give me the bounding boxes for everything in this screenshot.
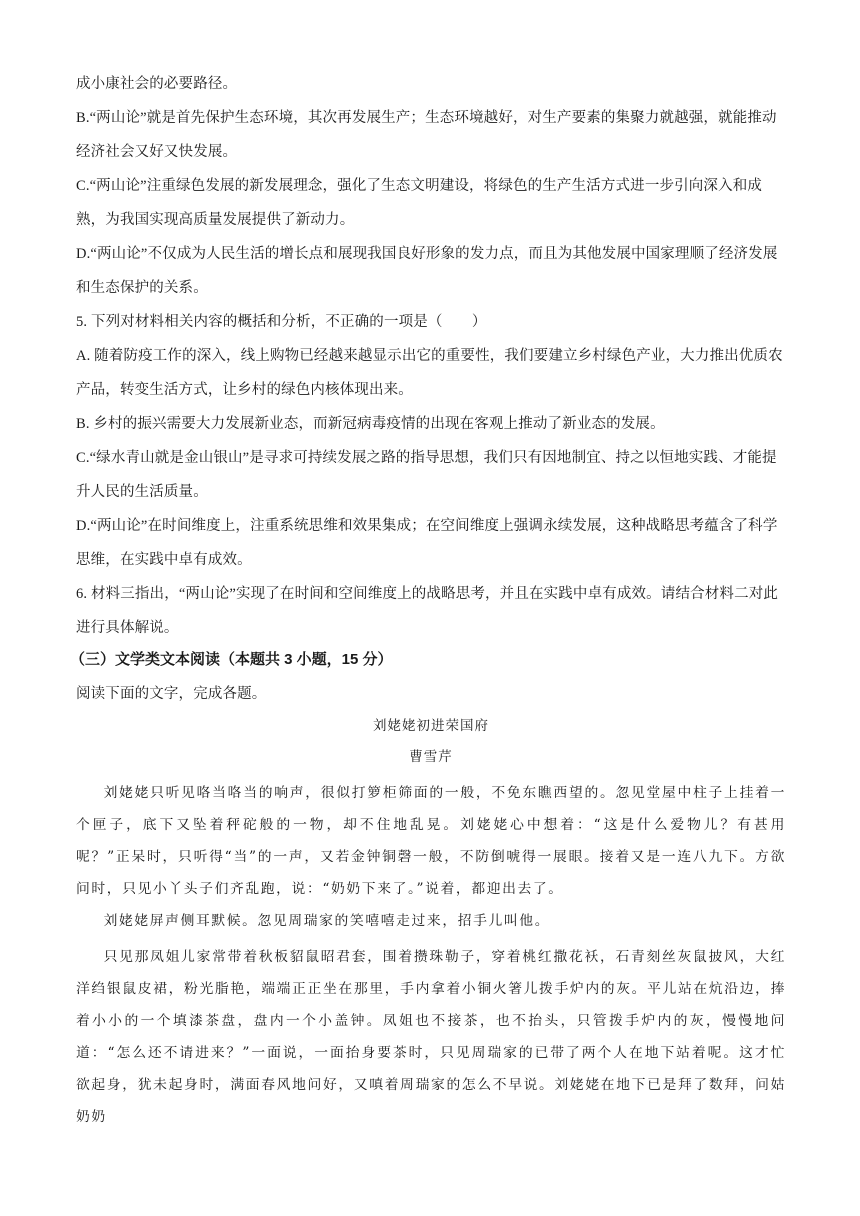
story-author: 曹雪芹 <box>409 749 453 765</box>
q5-option-a: A. 随着防疫工作的深入，线上购物已经越来越显示出它的重要性，我们要建立乡村绿色产业，大力推出优质农产品，转变生活方式，让乡村的绿色内核体现出来。 <box>76 348 783 398</box>
question-5: 5. 下列对材料相关内容的概括和分析，不正确的一项是（ ） <box>76 314 487 330</box>
q5-option-c: C.“绿水青山就是金山银山”是寻求可持续发展之路的指导思想，我们只有因地制宜、持之以恒地实践、才能提升人民的生活质量。 <box>76 450 777 500</box>
story-paragraph: 刘姥姥只听见咯当咯当的响声，很似打箩柜筛面的一般，不免东瞧西望的。忽见堂屋中柱子上挂着一个匣子，底下又坠着秤砣般的一物，却不住地乱晃。刘姥姥心中想着：“这是什么爱物儿？有甚用呢？”正呆时，只听得“当”的一声，又若金钟铜磬一般，不防倒唬得一展眼。接着又是一连八九下。方欲问时，只见小丫头子们齐乱跑，说：“奶奶下来了。”说着，都迎出去了。 <box>76 785 786 897</box>
q4-option-d: D.“两山论”不仅成为人民生活的增长点和展现我国良好形象的发力点，而且为其他发展中国家理顺了经济发展和生态保护的关系。 <box>76 246 778 296</box>
story-paragraph: 刘姥姥屏声侧耳默候。忽见周瑞家的笑嘻嘻走过来，招手儿叫他。 <box>103 913 551 929</box>
section-heading: （三）文学类文本阅读（本题共 3 小题，15 分） <box>70 651 393 668</box>
q4-option-c: C.“两山论”注重绿色发展的新发展理念，强化了生态文明建设，将绿色的生产生活方式进一步引向深入和成熟，为我国实现高质量发展提供了新动力。 <box>76 178 763 228</box>
q4-option-b: B.“两山论”就是首先保护生态环境，其次再发展生产；生态环境越好，对生产要素的集聚力就越强，就能推动经济社会又好又快发展。 <box>76 110 777 160</box>
story-paragraph: 只见那凤姐儿家常带着秋板貂鼠昭君套，围着攒珠勒子，穿着桃红撒花袄，石青刻丝灰鼠披风，大红洋绉银鼠皮裙，粉光脂艳，端端正正坐在那里，手内拿着小铜火箸儿拨手炉内的灰。平儿站在炕沿边，捧着小小的一个填漆茶盘，盘内一个小盖钟。凤姐也不接茶，也不抬头，只管拨手炉内的灰，慢慢地问道：“怎么还不请进来？”一面说，一面抬身要茶时，只见周瑞家的已带了两个人在地下站着呢。这才忙欲起身，犹未起身时，满面春风地问好，又嗔着周瑞家的怎么不早说。刘姥姥在地下已是拜了数拜，问姑奶奶 <box>76 949 786 1125</box>
reading-instruction: 阅读下面的文字，完成各题。 <box>76 686 267 702</box>
q5-option-b: B. 乡村的振兴需要大力发展新业态，而新冠病毒疫情的出现在客观上推动了新业态的发展。 <box>76 416 665 432</box>
question-6: 6. 材料三指出，“两山论”实现了在时间和空间维度上的战略思考，并且在实践中卓有成效。请结合材料二对此进行具体解说。 <box>76 586 779 636</box>
story-title: 刘姥姥初进荣国府 <box>373 718 489 734</box>
option-c-continuation: 成小康社会的必要路径。 <box>76 76 238 92</box>
q5-option-d: D.“两山论”在时间维度上，注重系统思维和效果集成；在空间维度上强调永续发展，这种战略思考蕴含了科学思维，在实践中卓有成效。 <box>76 518 778 568</box>
